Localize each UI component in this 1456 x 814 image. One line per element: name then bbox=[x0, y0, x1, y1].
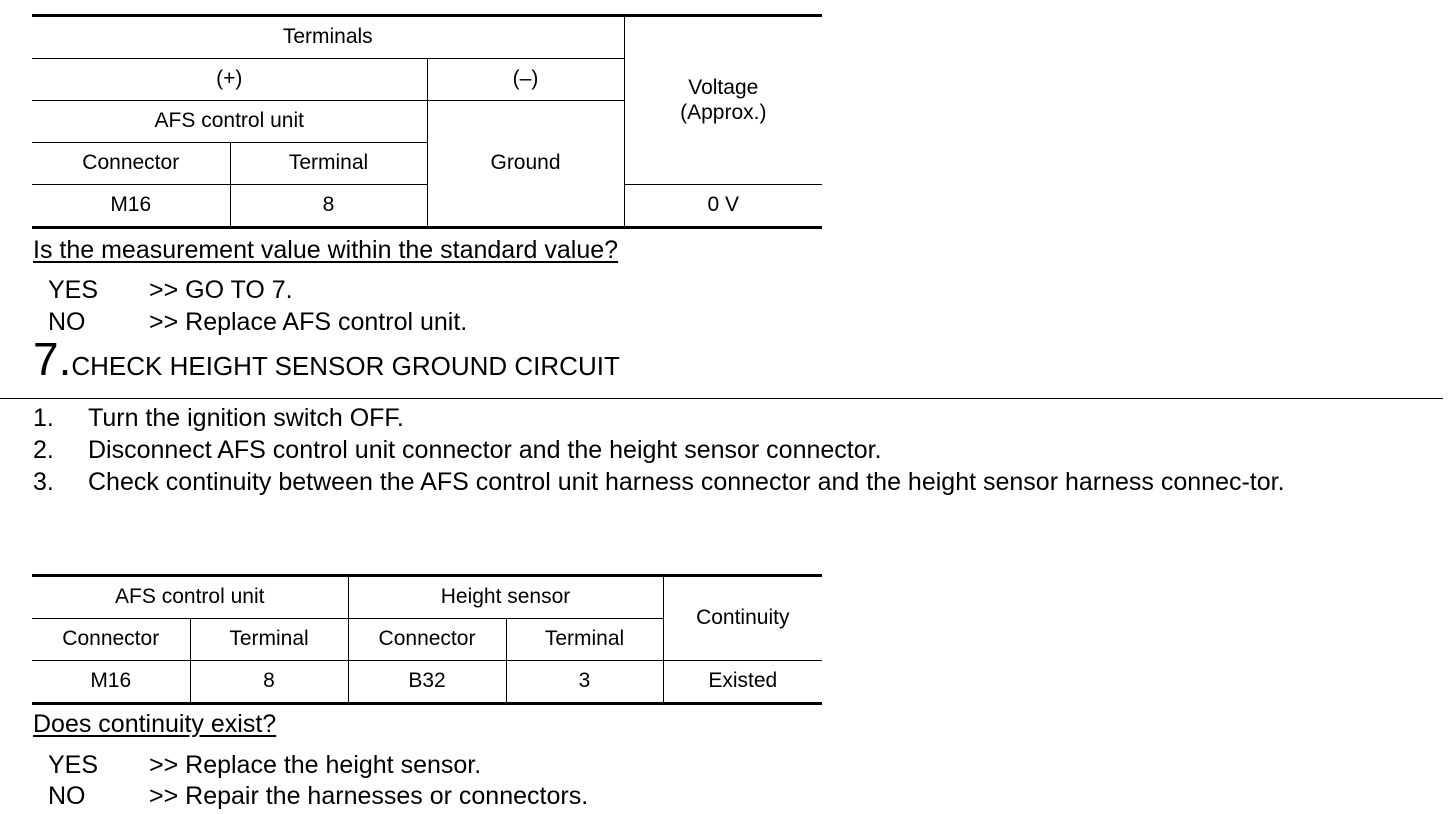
voltage-value: 0 V bbox=[624, 185, 822, 228]
unit-header: AFS control unit bbox=[32, 101, 427, 143]
voltage-header bbox=[624, 16, 822, 185]
approx-label: (Approx.) bbox=[680, 100, 767, 124]
ground-cell: Ground bbox=[427, 101, 624, 228]
continuity-spec-table bbox=[32, 574, 822, 705]
sensor-terminal-value: 3 bbox=[506, 661, 663, 704]
yes-label: YES bbox=[48, 276, 99, 304]
step-number: 7. bbox=[33, 333, 72, 385]
terminal-header: Terminal bbox=[190, 619, 348, 661]
step-title: CHECK HEIGHT SENSOR GROUND CIRCUIT bbox=[71, 351, 620, 381]
item-number: 2. bbox=[33, 436, 54, 464]
connector-header: Connector bbox=[32, 143, 230, 185]
sensor-connector-value: B32 bbox=[348, 661, 506, 704]
unit-connector-value: M16 bbox=[32, 661, 190, 704]
step-heading bbox=[33, 333, 620, 385]
sensor-header: Height sensor bbox=[348, 576, 663, 619]
unit-header: AFS control unit bbox=[32, 576, 348, 619]
item-text: Disconnect AFS control unit connector and the height sensor connector. bbox=[88, 436, 882, 464]
yes-action: >> Replace the height sensor. bbox=[149, 751, 482, 779]
item-text: Turn the ignition switch OFF. bbox=[88, 404, 404, 432]
terminal-header: Terminal bbox=[230, 143, 427, 185]
list-item bbox=[33, 466, 1443, 498]
continuity-header: Continuity bbox=[663, 576, 822, 661]
item-number: 1. bbox=[33, 404, 54, 432]
step-list bbox=[33, 402, 1443, 498]
voltage-label: Voltage bbox=[688, 76, 759, 100]
connector-header: Connector bbox=[348, 619, 506, 661]
yes-action: >> GO TO 7. bbox=[149, 276, 293, 304]
connector-header: Connector bbox=[32, 619, 190, 661]
item-text: Check continuity between the AFS control unit harness connector and the height sensor harness connec-tor. bbox=[88, 468, 1285, 496]
minus-header: (–) bbox=[427, 59, 624, 101]
voltage-spec-table bbox=[32, 14, 822, 229]
terminal-header: Terminal bbox=[506, 619, 663, 661]
no-label: NO bbox=[48, 308, 86, 336]
connector-value: M16 bbox=[32, 185, 230, 228]
yes-label: YES bbox=[48, 751, 99, 779]
terminals-header: Terminals bbox=[32, 16, 624, 59]
question-2: Does continuity exist? bbox=[33, 710, 277, 738]
no-label: NO bbox=[48, 782, 86, 810]
unit-terminal-value: 8 bbox=[190, 661, 348, 704]
continuity-value: Existed bbox=[663, 661, 822, 704]
list-item bbox=[33, 434, 1443, 466]
terminal-value: 8 bbox=[230, 185, 427, 228]
question-1: Is the measurement value within the standard value? bbox=[33, 236, 619, 264]
item-number: 3. bbox=[33, 468, 54, 496]
list-item bbox=[33, 402, 1443, 434]
divider bbox=[0, 398, 1443, 399]
no-action: >> Replace AFS control unit. bbox=[149, 308, 468, 336]
plus-header: (+) bbox=[32, 59, 427, 101]
no-action: >> Repair the harnesses or connectors. bbox=[149, 782, 589, 810]
